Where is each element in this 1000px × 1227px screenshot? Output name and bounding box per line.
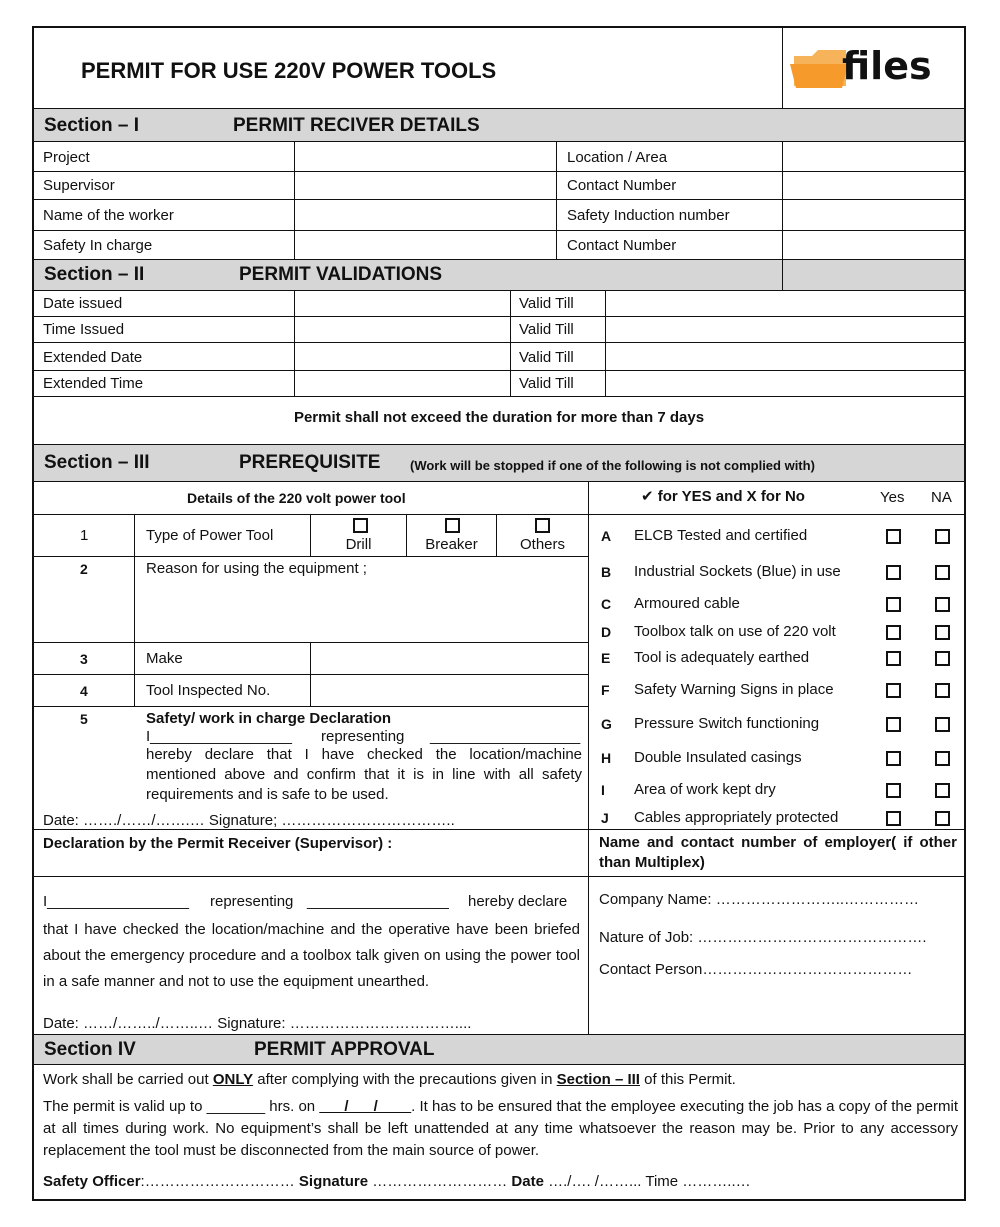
nature-of-job-field[interactable]: Nature of Job: ………………………………………. [599, 929, 927, 946]
checklist-letter: I [601, 782, 605, 798]
section2-title: PERMIT VALIDATIONS [239, 264, 443, 285]
extended-time-field[interactable] [295, 371, 510, 396]
valid-till-label-3: Valid Till [519, 349, 574, 366]
extended-time-label: Extended Time [43, 375, 144, 392]
contact-number-field-2[interactable] [783, 231, 964, 259]
tool-option-others[interactable] [497, 515, 588, 556]
na-checkbox[interactable] [935, 651, 950, 666]
files-logo [790, 42, 950, 94]
item3-label: Make [146, 650, 183, 667]
checklist-letter: A [601, 528, 612, 544]
date-issued-label: Date issued [43, 295, 123, 312]
make-field[interactable] [311, 643, 588, 674]
worker-name-label: Name of the worker [43, 207, 174, 224]
section1-title: PERMIT RECIVER DETAILS [233, 115, 480, 136]
yes-checkbox[interactable] [886, 565, 901, 580]
safety-in-charge-field[interactable] [295, 231, 556, 259]
receiver-declaration-title: Declaration by the Permit Receiver (Supervisor) : [43, 835, 393, 852]
section4-title: PERMIT APPROVAL [254, 1039, 435, 1060]
tool-inspected-field[interactable] [311, 675, 588, 706]
valid-till-field-1[interactable] [606, 291, 964, 316]
checklist-text: Armoured cable [634, 595, 740, 612]
na-checkbox[interactable] [935, 565, 950, 580]
yes-no-header: ✔ for YES and X for No [641, 488, 805, 505]
item5-date-signature: Date: ……./……/…….… Signature; …………………………….. [43, 812, 455, 829]
reason-field[interactable] [135, 580, 588, 642]
form-title: PERMIT FOR USE 220V POWER TOOLS [81, 58, 497, 83]
na-checkbox[interactable] [935, 625, 950, 640]
breaker-label: Breaker [425, 536, 478, 553]
item1-label: Type of Power Tool [146, 527, 274, 544]
time-issued-label: Time Issued [43, 321, 125, 338]
section4-label: Section IV [44, 1039, 136, 1060]
receiver-representing: representing [210, 893, 294, 910]
checklist-item-e [589, 645, 964, 671]
yes-checkbox[interactable] [886, 683, 901, 698]
location-field[interactable] [783, 142, 964, 171]
section3-title: PREREQUISITE [239, 452, 381, 473]
checklist-text: Area of work kept dry [634, 781, 776, 798]
checklist-letter: J [601, 810, 609, 826]
induction-number-field[interactable] [783, 200, 964, 230]
na-checkbox[interactable] [935, 529, 950, 544]
item5-label: Safety/ work in charge Declaration [146, 710, 392, 727]
yes-column-header: Yes [880, 489, 905, 506]
section3-subtitle: (Work will be stopped if one of the following is not complied with) [410, 458, 815, 473]
yes-checkbox[interactable] [886, 783, 901, 798]
valid-till-label-1: Valid Till [519, 295, 574, 312]
valid-till-field-4[interactable] [606, 371, 964, 396]
valid-till-field-2[interactable] [606, 317, 964, 342]
supervisor-label: Supervisor [43, 177, 115, 194]
drill-label: Drill [345, 536, 372, 553]
logo-text: files [842, 44, 932, 88]
checklist-text: ELCB Tested and certified [634, 527, 808, 544]
section3-label: Section – III [44, 452, 150, 473]
breaker-checkbox[interactable] [445, 518, 460, 533]
contact-number-field[interactable] [783, 172, 964, 199]
tool-option-breaker[interactable] [407, 515, 496, 556]
approval-signature-line: Safety Officer:………………………… Signature ……………………… Date …./…. /……... Time ………..… [43, 1173, 751, 1190]
checklist-item-b [589, 559, 964, 585]
time-issued-field[interactable] [295, 317, 510, 342]
yes-checkbox[interactable] [886, 751, 901, 766]
item1-number: 1 [80, 527, 89, 544]
item5-declaration-body: hereby declare that I have checked the location/machine mentioned above and confirm that it is in line with all safety requirements and is safe to be used. [146, 746, 582, 803]
extended-date-label: Extended Date [43, 349, 143, 366]
contact-person-field[interactable]: Contact Person…………………………………… [599, 961, 913, 978]
employer-title: Name and contact number of employer( if other than Multiplex) [599, 834, 957, 871]
receiver-date-signature: Date: ……/……../……..… Signature: …………………………….... [43, 1015, 472, 1032]
item4-label: Tool Inspected No. [146, 682, 271, 699]
checklist-text: Safety Warning Signs in place [634, 681, 834, 698]
valid-till-label-4: Valid Till [519, 375, 574, 392]
supervisor-field[interactable] [295, 172, 556, 199]
others-label: Others [519, 536, 565, 553]
checklist-letter: F [601, 682, 610, 698]
yes-checkbox[interactable] [886, 811, 901, 826]
checklist-letter: E [601, 650, 611, 666]
approval-line1: Work shall be carried out ONLY after complying with the precautions given in Section – III of this Permit. [43, 1071, 736, 1088]
item3-number: 3 [80, 651, 88, 667]
drill-checkbox[interactable] [353, 518, 368, 533]
item5-company-blank: __________________ [430, 728, 581, 745]
checklist-text: Tool is adequately earthed [634, 649, 810, 666]
extended-date-field[interactable] [295, 343, 510, 370]
checklist-text: Pressure Switch functioning [634, 715, 820, 732]
section1-label: Section – I [44, 115, 140, 136]
na-column-header: NA [931, 489, 952, 506]
checklist-letter: H [601, 750, 612, 766]
checklist-text: Toolbox talk on use of 220 volt [634, 623, 836, 640]
contact-number-label-2: Contact Number [567, 237, 677, 254]
na-checkbox[interactable] [935, 717, 950, 732]
valid-till-label-2: Valid Till [519, 321, 574, 338]
checklist-text: Cables appropriately protected [634, 809, 839, 826]
checklist-item-c [589, 591, 964, 617]
checklist-letter: G [601, 716, 612, 732]
logo-folder-icon [790, 46, 850, 92]
item2-number: 2 [80, 561, 88, 577]
checklist-item-d [589, 619, 964, 645]
na-checkbox[interactable] [935, 783, 950, 798]
checklist-letter: C [601, 596, 612, 612]
na-checkbox[interactable] [935, 811, 950, 826]
tool-option-drill[interactable] [311, 515, 406, 556]
approval-validity-text: The permit is valid up to _______ hrs. on ___/___/____. It has to be ensured that the employee executing the job has a copy of the permit at all times during work. No equipment’s shall be left unattended at any time whatsoever the reason may be. Prior to any accessory replacement the tool must be disconnected from the main source of power. [43, 1098, 958, 1159]
item2-label: Reason for using the equipment ; [146, 560, 367, 577]
item5-representing: representing [321, 728, 405, 745]
checklist-item-h [589, 745, 964, 771]
yes-checkbox[interactable] [886, 597, 901, 612]
checklist-item-j [589, 805, 964, 831]
checklist-item-i [589, 777, 964, 803]
item4-number: 4 [80, 683, 88, 699]
induction-number-label: Safety Induction number [567, 207, 730, 224]
checklist-letter: B [601, 564, 612, 580]
na-checkbox[interactable] [935, 751, 950, 766]
worker-name-field[interactable] [295, 200, 556, 230]
yes-checkbox[interactable] [886, 625, 901, 640]
na-checkbox[interactable] [935, 683, 950, 698]
checklist-text: Double Insulated casings [634, 749, 802, 766]
company-name-field[interactable]: Company Name: ……………………..…………… [599, 891, 920, 908]
date-issued-field[interactable] [295, 291, 510, 316]
checklist-item-g [589, 711, 964, 737]
project-label: Project [43, 149, 90, 166]
na-checkbox[interactable] [935, 597, 950, 612]
permit-form [32, 26, 966, 1201]
receiver-company-blank: _________________ [307, 893, 449, 910]
contact-number-label: Contact Number [567, 177, 677, 194]
receiver-declaration-body: that I have checked the location/machine and the operative have been briefed about the emergency procedure and a toolbox talk given on using the power tool in a safe manner and not to use the equipment unearthed. [43, 921, 580, 990]
valid-till-field-3[interactable] [606, 343, 964, 370]
checklist-item-f [589, 677, 964, 703]
receiver-hereby-declare: hereby declare [468, 893, 568, 910]
yes-checkbox[interactable] [886, 529, 901, 544]
yes-checkbox[interactable] [886, 651, 901, 666]
yes-checkbox[interactable] [886, 717, 901, 732]
section2-label: Section – II [44, 264, 145, 285]
location-label: Location / Area [567, 149, 668, 166]
receiver-name-blank: I_________________ [43, 893, 189, 910]
tool-details-header: Details of the 220 volt power tool [187, 490, 406, 506]
item5-name-blank: I_________________ [146, 728, 292, 745]
others-checkbox[interactable] [535, 518, 550, 533]
item5-number: 5 [80, 711, 88, 727]
checklist-text: Industrial Sockets (Blue) in use [634, 563, 841, 580]
checklist-item-a [589, 523, 964, 549]
safety-in-charge-label: Safety In charge [43, 237, 153, 254]
duration-note: Permit shall not exceed the duration for more than 7 days [293, 409, 705, 426]
project-field[interactable] [295, 142, 556, 171]
checklist-letter: D [601, 624, 612, 640]
